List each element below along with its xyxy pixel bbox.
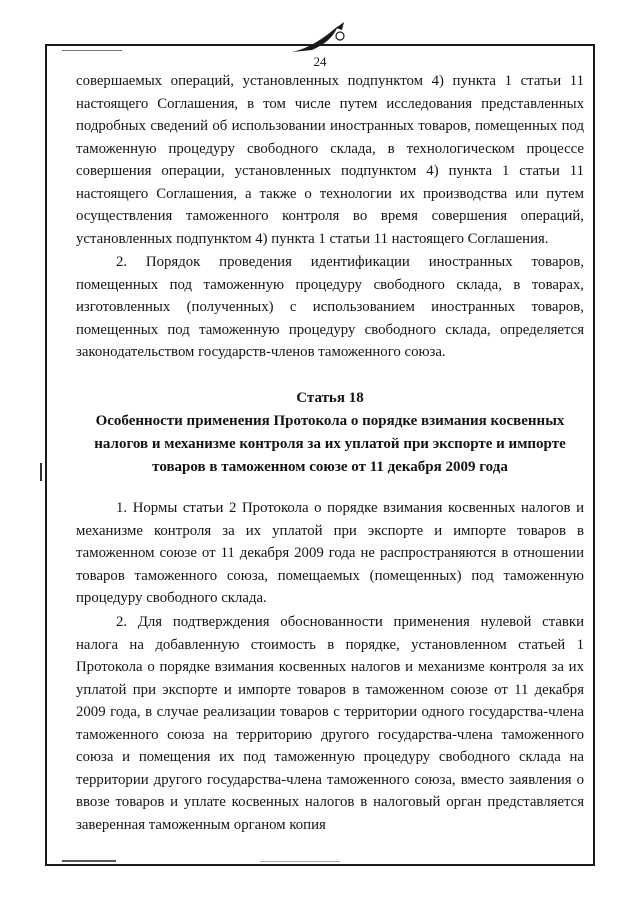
article-paragraph-1 xyxy=(76,497,584,610)
continuation-paragraph xyxy=(76,70,584,250)
page-number: 24 xyxy=(313,54,327,69)
scan-artifact xyxy=(62,860,116,862)
continuation-text: совершаемых операций, установленных подпунктом 4) пункта 1 статьи 11 настоящего Соглашения, в том числе путем исследования представленных подробных сведений об использовании иностранных товаров, помещенных под таможенную процедуру свободного склада, в технологическом процессе совершения операции, установленных подпунктом 4) пункта 1 статьи 11 настоящего Соглашения, а также о технологии их производства или путем осуществления таможенного контроля во время совершения операций, установленных подпунктом 4) пункта 1 статьи 11 настоящего Соглашения. xyxy=(76,73,584,247)
article-number: Статья 18 xyxy=(296,390,364,406)
bird-emblem-icon xyxy=(290,18,360,58)
paragraph-2-text: 2. Порядок проведения идентификации иностранных товаров, помещенных под таможенную процедуру свободного склада, в товарах, изготовленных (полученных) с использованием иностранных товаров, помещенных под таможенную процедуру свободного склада, определяется законодательством государств-членов таможенного союза. xyxy=(76,254,584,360)
margin-mark xyxy=(40,463,42,481)
article-title-line-2: налогов и механизме контроля за их уплатой при экспорте и импорте xyxy=(94,436,566,452)
article-paragraph-1-text: 1. Нормы статьи 2 Протокола о порядке взимания косвенных налогов и механизме контроля за их уплатой при экспорте и импорте товаров в таможенном союзе от 11 декабря 2009 года не распространяются в отношении товаров таможенного союза, помещаемых (помещенных) под таможенную процедуру свободного склада. xyxy=(76,500,584,606)
article-paragraph-2-text: 2. Для подтверждения обоснованности применения нулевой ставки налога на добавленную стоимость в порядке, установленном статьей 1 Протокола о порядке взимания косвенных налогов и механизме контроля за их уплатой при экспорте и импорте товаров в таможенном союзе от 11 декабря 2009 года, в случае реализации товаров с территории одного государства-члена таможенного союза на территорию другого государства-члена таможенного союза и помещения их под таможенную процедуру свободного склада на территории другого государства-члена таможенного союза, вместо заявления о ввозе товаров и уплате косвенных налогов в налоговый орган представляется заверенная таможенным органом копия xyxy=(76,614,584,833)
paragraph-2 xyxy=(76,251,584,364)
article-heading xyxy=(66,387,594,479)
scan-artifact xyxy=(62,50,122,51)
scan-artifact xyxy=(260,861,340,862)
article-title-line-1: Особенности применения Протокола о порядке взимания косвенных xyxy=(95,413,565,429)
article-paragraph-2 xyxy=(76,611,584,836)
article-title-line-3: товаров в таможенном союзе от 11 декабря 2009 года xyxy=(152,459,508,475)
